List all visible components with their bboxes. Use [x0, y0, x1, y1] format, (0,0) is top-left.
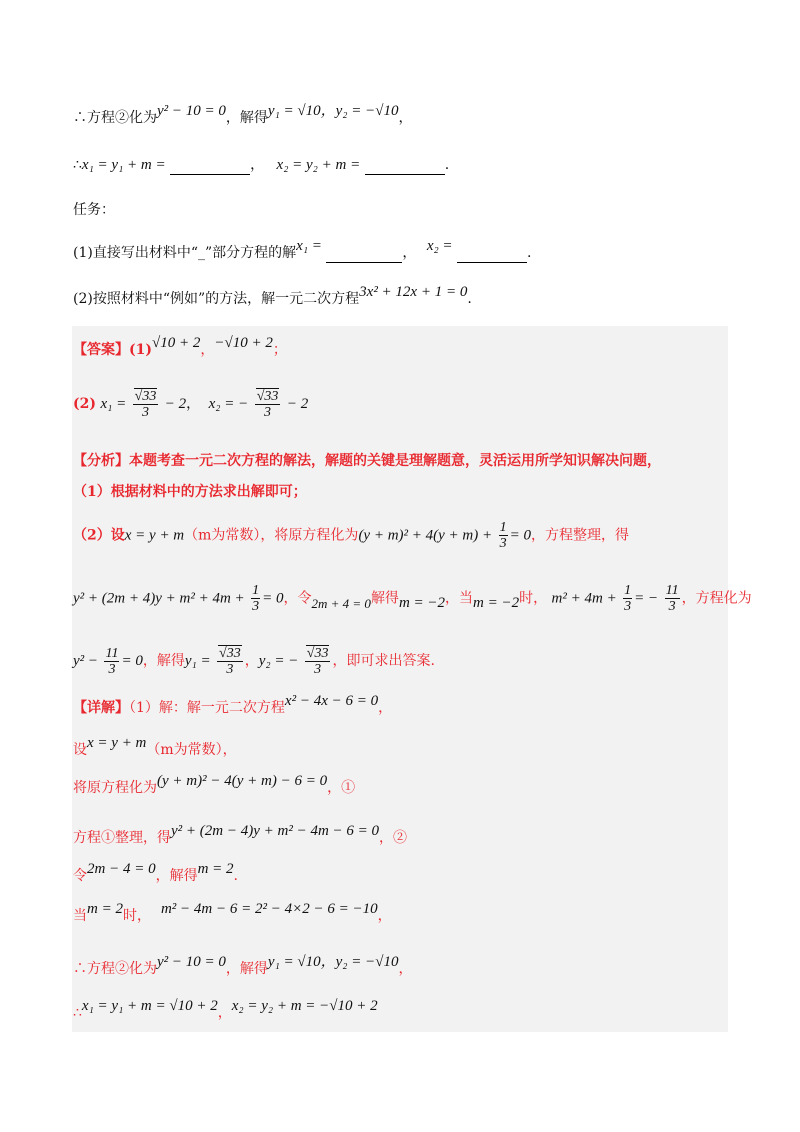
equation: = − [634, 590, 659, 607]
text: ， [244, 653, 259, 669]
text: 当 [73, 908, 87, 924]
equation: − 2 [286, 396, 309, 412]
text: ，方程整理，得 [530, 527, 629, 544]
numerator: 11 [665, 583, 679, 598]
equation: x² − 4x − 6 = 0 [284, 693, 379, 709]
text: （2）设 [73, 527, 125, 544]
analysis-label: 【分析】 [73, 453, 129, 469]
analysis-line-1 [73, 451, 661, 471]
equation: x₂ = y₂ + m = −√10 + 2 [231, 998, 378, 1014]
text: 方程①整理，得 [73, 830, 171, 846]
equation: (y + m)² + 4(y + m) + [358, 527, 493, 544]
text: (1) [129, 342, 152, 358]
task-2 [73, 284, 472, 309]
equation: 2m − 4 = 0 [87, 861, 156, 877]
equation: x₂ = y₂ + m = [276, 157, 361, 173]
answer-blank-x2 [365, 160, 445, 175]
material-line-2 [73, 155, 449, 175]
answer-blank-t1-x2 [457, 248, 527, 263]
text: ， [398, 961, 413, 977]
denominator: 3 [108, 661, 116, 677]
text: ， [378, 700, 393, 716]
text: ， [186, 396, 201, 412]
equation: x₁ = [100, 396, 127, 412]
analysis-line-2: （1）根据材料中的方法求出解即可； [73, 484, 307, 500]
text: ， [402, 245, 417, 261]
text: ，解得 [155, 868, 198, 884]
numerator: 11 [105, 645, 119, 661]
equation: x₁ = y₁ + m = √10 + 2 [81, 998, 218, 1014]
text: ，方程化为 [681, 590, 752, 607]
equation: y₂ = − [258, 653, 299, 669]
equation: = 0 [262, 590, 284, 607]
text: ∴方程②化为 [73, 961, 157, 977]
text: ，即可求出答案. [332, 653, 435, 669]
text: (2)按照材料中“例如”的方法，解一元二次方程 [73, 291, 360, 307]
equation: y² − 10 = 0 [157, 103, 226, 119]
equation: m² − 4m − 6 = 2² − 4×2 − 6 = −10 [160, 901, 378, 917]
numerator: 1 [252, 583, 260, 598]
equation: −√10 + 2 [214, 335, 273, 351]
detail-line-8 [73, 998, 378, 1023]
text: ，当 [445, 590, 474, 607]
analysis-line-3 [73, 520, 629, 551]
equation: x₁ = [296, 238, 322, 254]
equation: = 0 [509, 527, 531, 544]
detail-line-6 [73, 901, 392, 926]
analysis-line-4 [73, 583, 752, 614]
text: (1)直接写出材料中“_”部分方程的解 [73, 245, 297, 261]
solution-panel [72, 326, 728, 1032]
denominator: 3 [252, 599, 260, 614]
detail-line-3 [73, 773, 356, 798]
task-1 [73, 238, 532, 263]
text: (2) [73, 396, 96, 412]
equation: x = y + m [124, 527, 185, 544]
denominator: 3 [624, 599, 632, 614]
equation: y² + (2m − 4)y + m² − 4m − 6 = 0 [171, 823, 380, 839]
equation: = 0 [121, 653, 143, 669]
text: ，解得 [225, 961, 268, 977]
fraction [104, 646, 119, 677]
equation: y² − 10 = 0 [157, 954, 226, 970]
equation: x₂ = − [208, 396, 249, 412]
text: ， [398, 110, 413, 126]
numerator: √33 [306, 646, 329, 661]
text: （1）解：解一元二次方程 [129, 700, 285, 716]
equation: (y + m)² − 4(y + m) − 6 = 0 [157, 773, 328, 789]
text: 时， [122, 908, 151, 924]
numerator: √33 [134, 389, 157, 404]
answer-blank-t1-x1 [326, 248, 402, 263]
numerator: 1 [499, 520, 507, 535]
equation: 3x² + 12x + 1 = 0 [359, 284, 468, 300]
equation: y₁ = √10，y₂ = −√10 [267, 954, 399, 970]
fraction [623, 583, 632, 614]
equation: m = 2 [87, 901, 123, 917]
text: ， [377, 908, 392, 924]
denominator: 3 [314, 662, 322, 677]
text: ， [200, 342, 215, 358]
text: . [444, 157, 450, 173]
equation: m = −2 [473, 594, 520, 611]
therefore-symbol: ∴ [73, 1005, 82, 1021]
detail-line-2 [73, 735, 237, 760]
denominator: 3 [226, 662, 234, 677]
text: . [233, 868, 238, 884]
therefore-symbol: ∴ [73, 157, 82, 173]
equation: x₁ = y₁ + m = [81, 157, 166, 173]
answer-blank-x1 [170, 160, 250, 175]
equation: y₁ = √10，y₂ = −√10 [267, 103, 399, 119]
text: ，解得 [142, 653, 185, 669]
text: ∴方程②化为 [73, 110, 157, 126]
text: ； [272, 342, 287, 358]
text: （m为常数）， [146, 742, 237, 758]
fraction [665, 583, 680, 614]
text: ，令 [283, 590, 312, 607]
answer-line-1 [73, 335, 287, 360]
task-title: 任务： [73, 202, 115, 218]
text: ， [217, 1005, 232, 1021]
answer-line-2 [73, 388, 308, 420]
detail-line-1 [73, 693, 393, 718]
fraction [133, 388, 159, 420]
fraction [217, 645, 243, 677]
text: ， [250, 157, 265, 173]
fraction [255, 388, 281, 420]
numerator: 1 [624, 583, 632, 598]
denominator: 3 [264, 405, 272, 420]
detail-line-5 [73, 861, 238, 886]
numerator: √33 [256, 389, 279, 404]
equation: √10 + 2 [152, 335, 201, 351]
equation: x₂ = [426, 238, 453, 254]
equation: 2m + 4 = 0 [311, 595, 371, 611]
equation: y² − [73, 653, 99, 669]
detail-line-7 [73, 954, 413, 979]
fraction [251, 583, 260, 614]
text: （m为常数），将原方程化为 [184, 527, 359, 544]
text: 设 [73, 742, 87, 758]
material-line-1 [73, 103, 413, 128]
answer-label: 【答案】 [73, 342, 129, 358]
equation: y² + (2m + 4)y + m² + 4m + [73, 590, 245, 607]
text: . [527, 245, 532, 261]
text: 将原方程化为 [73, 780, 157, 796]
equation: m = −2 [398, 594, 446, 611]
numerator: √33 [219, 646, 241, 661]
detail-label: 【详解】 [73, 700, 129, 716]
fraction [499, 520, 508, 551]
fraction [305, 645, 331, 677]
text: ，解得 [225, 110, 268, 126]
detail-line-4 [73, 823, 408, 848]
analysis-line-5 [73, 645, 435, 677]
equation: m = 2 [197, 861, 234, 877]
text: 时， [519, 590, 548, 607]
text: . [467, 291, 472, 307]
denominator: 3 [668, 599, 676, 614]
denominator: 3 [142, 405, 149, 420]
text: ，② [379, 830, 408, 846]
text: 解得 [370, 590, 399, 607]
text: 本题考查一元二次方程的解法，解题的关键是理解题意，灵活运用所学知识解决问题， [129, 453, 661, 469]
equation: m² + 4m + [551, 590, 617, 607]
equation: − 2 [164, 396, 187, 412]
text: 令 [73, 868, 87, 884]
denominator: 3 [499, 536, 507, 551]
text: ，① [327, 780, 356, 796]
equation: x = y + m [87, 735, 147, 751]
equation: y₁ = [184, 653, 211, 669]
